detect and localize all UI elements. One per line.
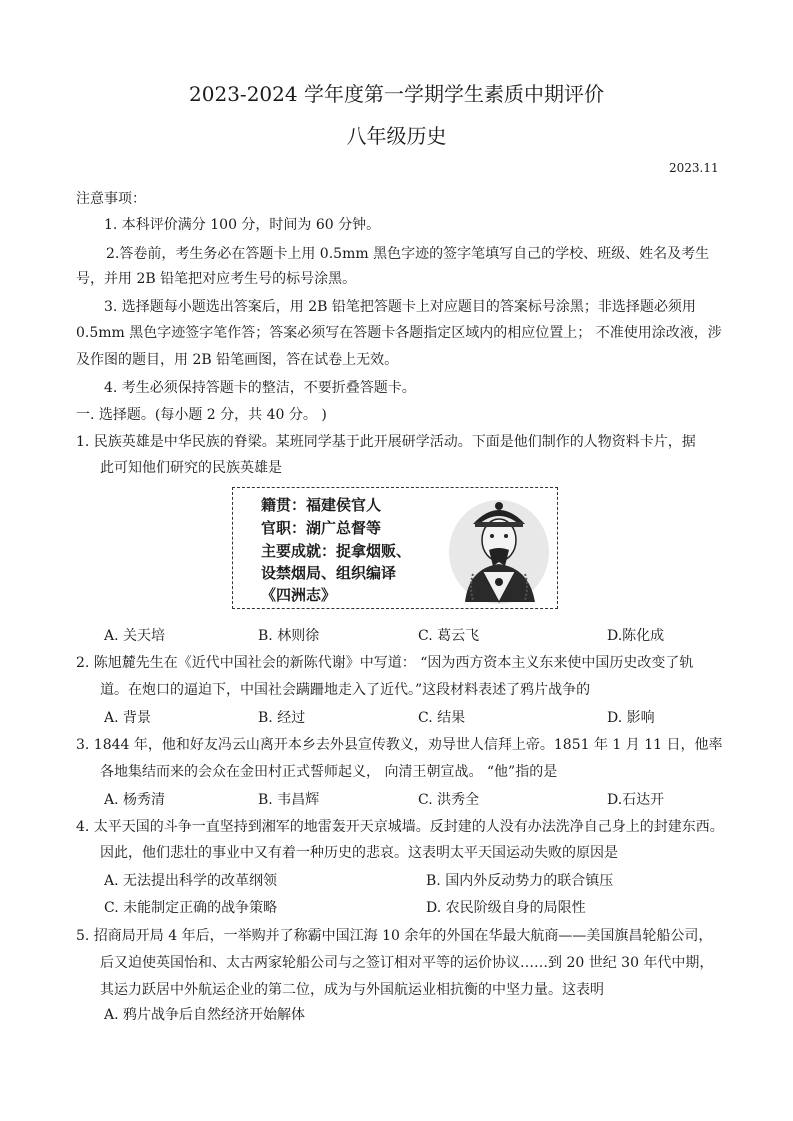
card-line: 官职：湖广总督等 <box>261 519 382 537</box>
option-c: C. 结果 <box>418 710 466 726</box>
notice-heading: 注意事项： <box>76 191 146 207</box>
question-stem: 1. 民族英雄是中华民族的脊梁。某班同学基于此开展研学活动。下面是他们制作的人物资料卡片，据 <box>76 434 696 450</box>
exam-subtitle: 八年级历史 <box>346 124 447 148</box>
notice-line: 及作图的题目，用 2B 铅笔画图，答在试卷上无效。 <box>76 352 399 368</box>
notice-line: 号，并用 2B 铅笔把对应考生号的标号涂黑。 <box>76 271 357 287</box>
notice-line: 1. 本科评价满分 100 分，时间为 60 分钟。 <box>104 217 381 233</box>
option-c: C. 未能制定正确的战争策略 <box>104 900 278 916</box>
question-stem: 其运力跃居中外航运企业的第二位，成为与外国航运业相抗衡的中坚力量。这表明 <box>100 982 604 998</box>
option-d: D.石达开 <box>607 792 665 808</box>
notice-line: 0.5mm 黑色字迹签字笔作答；答案必须写在答题卡各题指定区域内的相应位置上； 不准使用涂改液，涉 <box>76 325 722 341</box>
option-d: D. 农民阶级自身的局限性 <box>426 900 586 916</box>
option-d: D. 影响 <box>607 710 655 726</box>
option-a: A. 鸦片战争后自然经济开始解体 <box>104 1007 306 1023</box>
question-stem: 5. 招商局开局 4 年后，一举购并了称霸中国江海 10 余年的外国在华最大航商——美国旗昌轮船公司， <box>76 928 713 944</box>
option-b: B. 林则徐 <box>258 628 320 644</box>
option-a: A. 背景 <box>104 710 152 726</box>
exam-title: 2023-2024 学年度第一学期学生素质中期评价 <box>189 82 604 106</box>
option-a: A. 无法提出科学的改革纲领 <box>104 873 278 889</box>
card-line: 籍贯：福建侯官人 <box>261 496 382 514</box>
card-line: 设禁烟局、组织编译 <box>261 564 397 582</box>
option-a: A. 杨秀清 <box>104 792 166 808</box>
option-b: B. 国内外反动势力的联合镇压 <box>426 873 614 889</box>
card-line: 主要成就：捉拿烟贩、 <box>261 542 412 560</box>
person-info-card <box>232 487 558 609</box>
question-stem: 各地集结而来的会众在金田村正式誓师起义， 向清王朝宣战。 “他”指的是 <box>100 764 558 780</box>
question-stem: 此可知他们研究的民族英雄是 <box>100 460 282 476</box>
notice-line: 2.答卷前，考生务必在答题卡上用 0.5mm 黑色字迹的签字笔填写自己的学校、班级、姓名及考生 <box>106 246 710 262</box>
question-stem: 后又迫使英国怡和、太古两家轮船公司与之签订相对平等的运价协议……到 20 世纪 30 年代中期， <box>100 955 714 971</box>
portrait-illustration <box>443 494 555 606</box>
exam-date: 2023.11 <box>669 161 719 175</box>
option-b: B. 韦昌辉 <box>258 792 320 808</box>
option-c: C. 洪秀全 <box>418 792 480 808</box>
card-line: 《四洲志》 <box>261 586 337 604</box>
question-stem: 3. 1844 年，他和好友冯云山离开本乡去外县宣传教义，劝导世人信拜上帝。1851 年 1 月 11 日，他率 <box>76 737 723 753</box>
question-stem: 2. 陈旭麓先生在《近代中国社会的新陈代谢》中写道： “因为西方资本主义东来使中国历史改变了轨 <box>76 655 694 671</box>
notice-line: 3. 选择题每小题选出答案后，用 2B 铅笔把答题卡上对应题目的答案标号涂黑；非选择题必须用 <box>104 299 696 315</box>
notice-line: 4. 考生必须保持答题卡的整洁，不要折叠答题卡。 <box>104 380 416 396</box>
option-b: B. 经过 <box>258 710 306 726</box>
question-stem: 因此，他们悲壮的事业中又有着一种历史的悲哀。这表明太平天国运动失败的原因是 <box>100 845 618 861</box>
question-stem: 道。在炮口的逼迫下，中国社会蹒跚地走入了近代。”这段材料表述了鸦片战争的 <box>100 682 591 698</box>
question-stem: 4. 太平天国的斗争一直坚持到湘军的地雷轰开天京城墙。反封建的人没有办法洗净自己身上的封建东西。 <box>76 819 724 835</box>
option-a: A. 关天培 <box>104 628 166 644</box>
section-heading: 一. 选择题。(每小题 2 分，共 40 分。 ) <box>76 407 327 423</box>
option-d: D.陈化成 <box>607 628 665 644</box>
option-c: C. 葛云飞 <box>418 628 480 644</box>
